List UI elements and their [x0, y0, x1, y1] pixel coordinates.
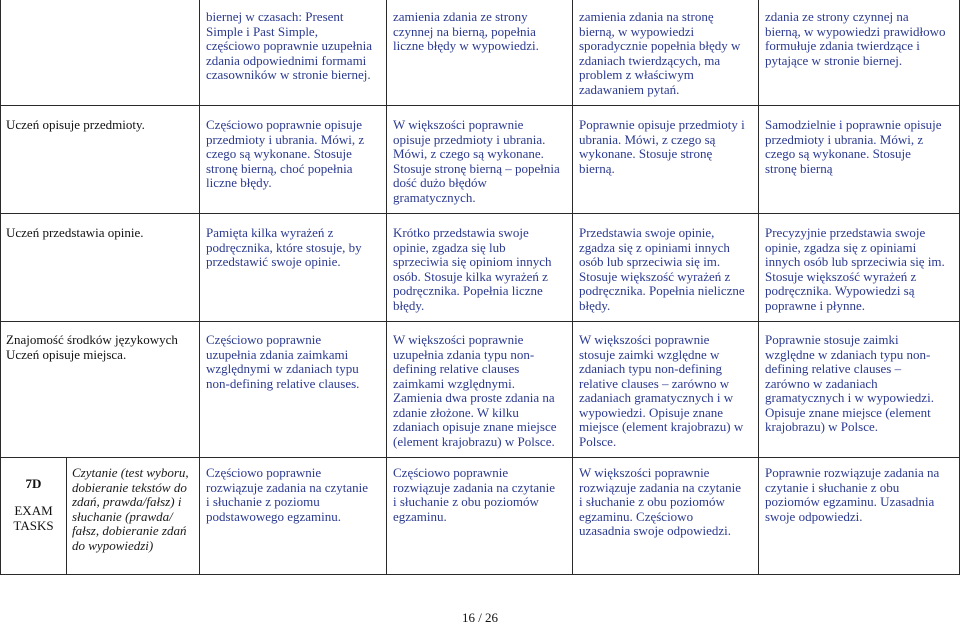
- table-cell: W większości poprawnie rozwiązuje zadania na czytanie i słuchanie z obu poziomów egzaminu. Częściowo uzasadnia swoje odpowiedzi.: [579, 465, 742, 538]
- criterion-label: Uczeń opisuje przedmioty.: [6, 117, 145, 132]
- table-cell: Samodzielnie i poprawnie opisuje przedmioty i ubrania. Mówi, z czego są wykonane. Stosuje stronę bierną: [765, 117, 942, 176]
- table-cell: Krótko przedstawia swoje opinie, zgadza się lub sprzeciwia się opiniom innych osób. Stosuje kilka wyrażeń z podręcznika. Popełnia liczne błędy.: [393, 225, 552, 313]
- table-cell: Poprawnie opisuje przedmioty i ubrania. Mówi, z czego są wykonane. Stosuje stronę bierną.: [579, 117, 745, 176]
- page-number: 16 / 26: [461, 610, 499, 625]
- criterion-label: Znajomość środków językowych Uczeń opisuje miejsca.: [6, 332, 178, 362]
- unit-code: 7D: [25, 476, 42, 491]
- table-cell: Pamięta kilka wyrażeń z podręcznika, które stosuje, by przedstawić swoje opinie.: [206, 225, 362, 269]
- table-cell: zamienia zdania na stronę bierną, w wypowiedzi sporadycznie popełnia błędy w zdaniach twierdzących, ma problem z właściwym zadawaniem pytań.: [579, 9, 741, 97]
- column-divider: [66, 457, 67, 575]
- column-divider: [572, 0, 573, 575]
- table-border-bottom: [0, 574, 960, 575]
- table-cell: W większości poprawnie uzupełnia zdania typu non- defining relative clauses zaimkami względnymi. Zamienia dwa proste zdania na zdanie złożone. W kilku zdaniach opisuje znane miejsce (element krajobrazu) w Polsce.: [393, 332, 557, 449]
- table-cell: Częściowo poprawnie opisuje przedmioty i ubrania. Mówi, z czego są wykonane. Stosuje stronę bierną, choć popełnia liczne błędy.: [206, 117, 365, 190]
- column-divider: [758, 0, 759, 575]
- table-cell: Częściowo poprawnie rozwiązuje zadania na czytanie i słuchanie z obu poziomów egzaminu.: [393, 465, 556, 524]
- exam-tasks-label: EXAM TASKS: [13, 503, 54, 533]
- row-divider: [0, 321, 960, 322]
- table-cell: zamienia zdania ze strony czynnej na bierną, popełnia liczne błędy w wypowiedzi.: [393, 9, 539, 53]
- table-cell: zdania ze strony czynnej na bierną, w wypowiedzi prawidłowo formułuje zdania twierdzące i pytające w stronie biernej.: [765, 9, 946, 68]
- table-cell: Częściowo poprawnie rozwiązuje zadania na czytanie i słuchanie z poziomu podstawowego egzaminu.: [206, 465, 369, 524]
- table-cell: W większości poprawnie stosuje zaimki względne w zdaniach typu non-defining relative clauses – zarówno w zadaniach gramatycznych i w wypowiedzi. Opisuje znane miejsce (element krajobrazu) w Polsce.: [579, 332, 744, 449]
- column-divider: [199, 0, 200, 575]
- row-divider: [0, 213, 960, 214]
- table-cell: Poprawnie stosuje zaimki względne w zdaniach typu non- defining relative clauses – zarówno w zadaniach gramatycznych i w wypowiedzi. Opisuje znane miejsce (element krajobrazu) w Polsce.: [765, 332, 934, 434]
- table-cell: W większości poprawnie opisuje przedmioty i ubrania. Mówi, z czego są wykonane. Stosuje stronę bierną – popełnia dość dużo błędów gramatycznych.: [393, 117, 560, 205]
- table-cell: Precyzyjnie przedstawia swoje opinie, zgadza się z opiniami innych osób lub sprzeciwia się im. Stosuje większość wyrażeń z podręcznika. Wypowiedzi są poprawne i płynne.: [765, 225, 945, 313]
- table-cell: Poprawnie rozwiązuje zadania na czytanie i słuchanie z obu poziomów egzaminu. Uzasadnia swoje odpowiedzi.: [765, 465, 940, 524]
- table-cell: Częściowo poprawnie uzupełnia zdania zaimkami względnymi w zdaniach typu non-defining relative clauses.: [206, 332, 360, 391]
- table-cell: Przedstawia swoje opinie, zgadza się z opiniami innych osób lub sprzeciwia się im. Stosuje większość wyrażeń z podręcznika. Popełnia nieliczne błędy.: [579, 225, 745, 313]
- table-cell: biernej w czasach: Present Simple i Past Simple, częściowo poprawnie uzupełnia zdania odpowiednimi formami czasowników w stronie biernej.: [206, 9, 373, 82]
- criterion-label: Uczeń przedstawia opinie.: [6, 225, 144, 240]
- row-divider: [0, 457, 960, 458]
- row-divider: [0, 105, 960, 106]
- column-divider: [386, 0, 387, 575]
- criterion-label: Czytanie (test wyboru, dobieranie tekstów do zdań, prawda/fałsz) i słuchanie (prawda/ fałsz, dobieranie zdań do wypowiedzi): [72, 465, 189, 553]
